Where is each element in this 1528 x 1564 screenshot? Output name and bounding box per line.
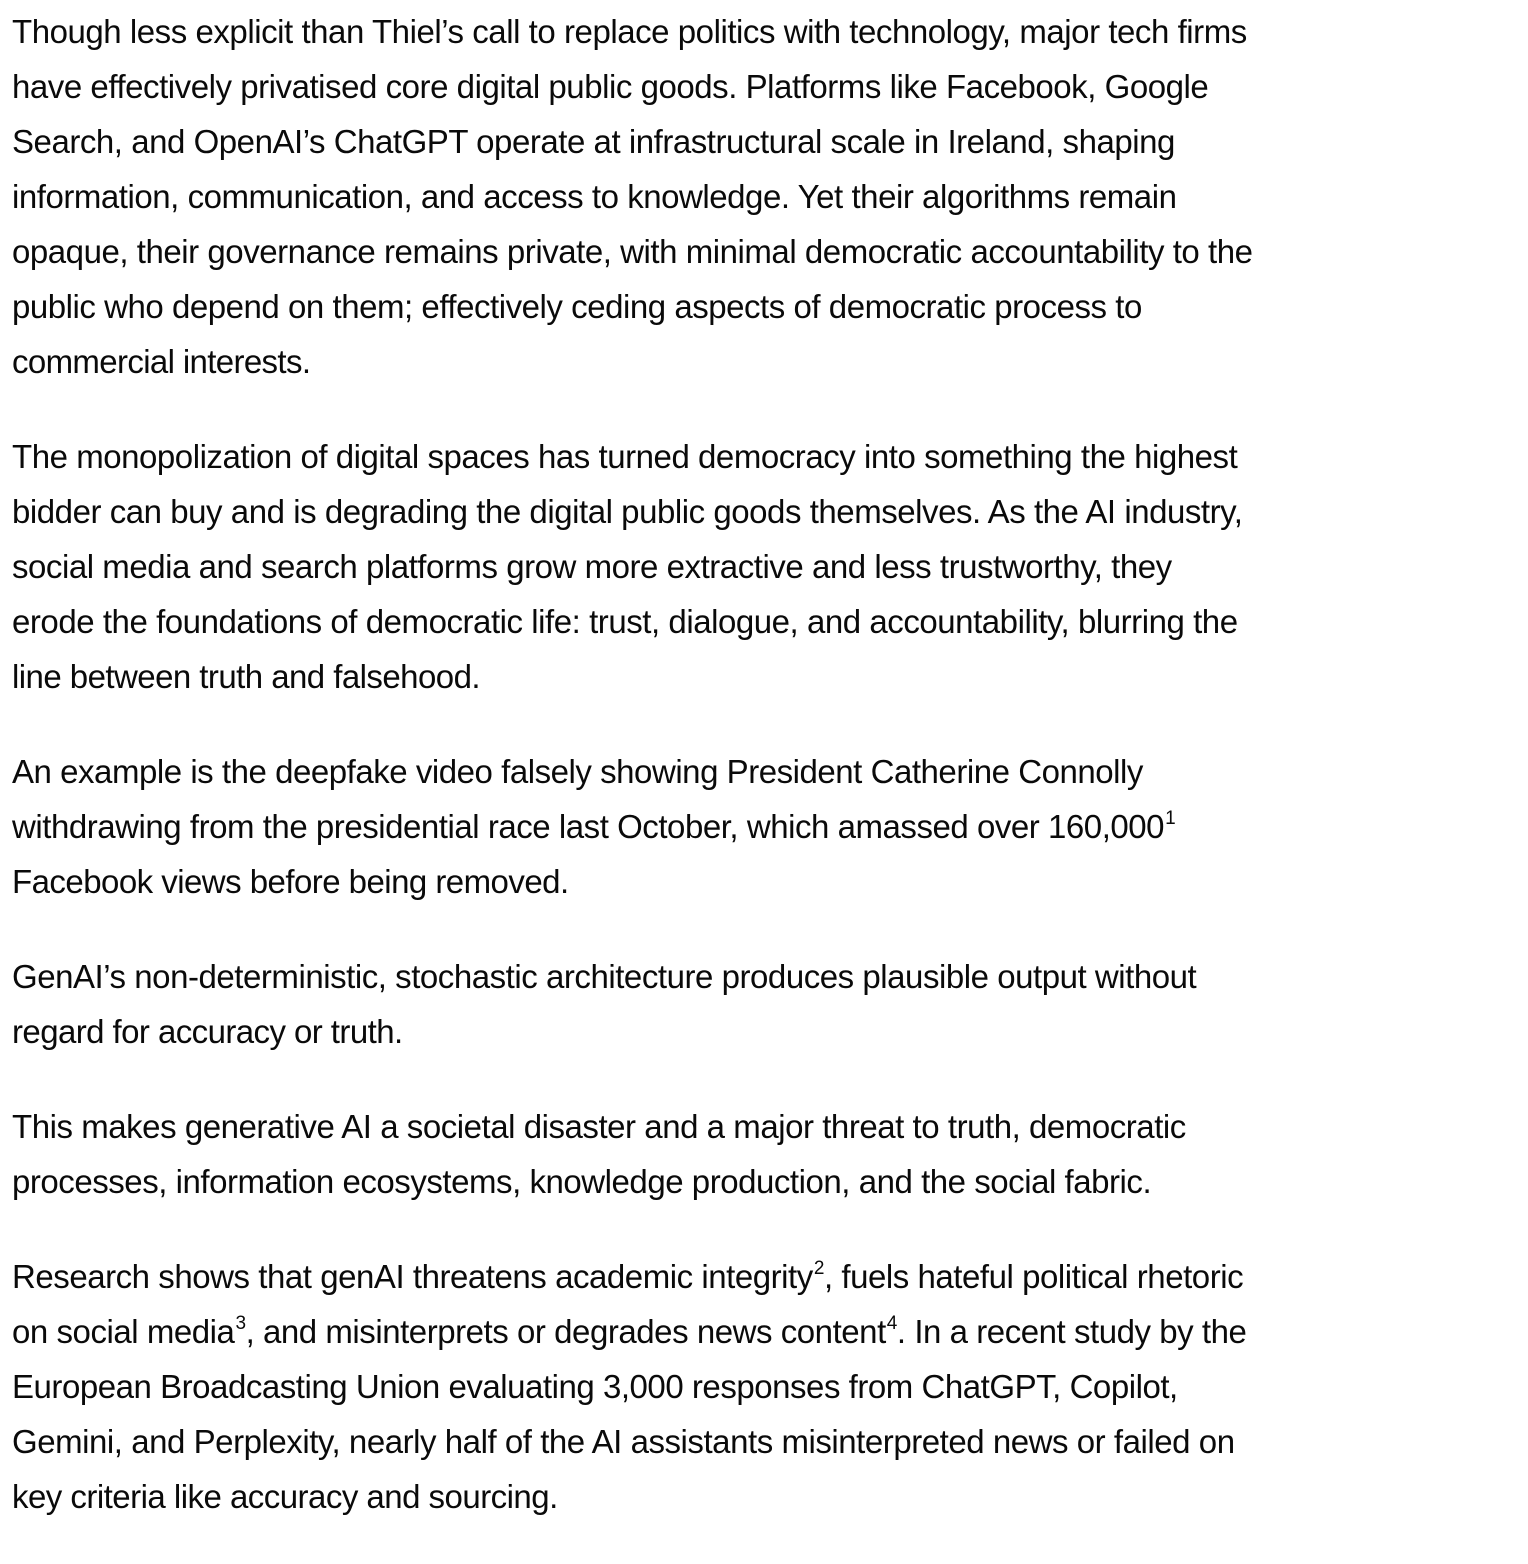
footnote-ref-1[interactable]: 1 xyxy=(1165,808,1176,829)
text-line: opaque, their governance remains private, with minimal democratic accountability to the xyxy=(12,233,1253,270)
paragraph-research xyxy=(12,1249,1522,1524)
text-line xyxy=(12,799,1522,854)
text-line: bidder can buy and is degrading the digital public goods themselves. As the AI industry, xyxy=(12,493,1243,530)
text-line: public who depend on them; effectively ceding aspects of democratic process to xyxy=(12,288,1142,325)
text-segment: Research shows that genAI threatens academic integrity xyxy=(12,1258,813,1295)
text-line: line between truth and falsehood. xyxy=(12,658,480,695)
text-line: Gemini, and Perplexity, nearly half of the AI assistants misinterpreted news or failed on xyxy=(12,1423,1235,1460)
text-line: social media and search platforms grow more extractive and less trustworthy, they xyxy=(12,548,1172,585)
text-segment: withdrawing from the presidential race last October, which amassed over 160,000 xyxy=(12,808,1165,845)
text-line: regard for accuracy or truth. xyxy=(12,1013,403,1050)
text-segment: . In a recent study by the xyxy=(896,1313,1247,1350)
footnote-ref-4[interactable]: 4 xyxy=(886,1313,897,1334)
article-body xyxy=(12,4,1522,1564)
text-line xyxy=(12,1304,1522,1359)
text-line: GenAI’s non-deterministic, stochastic architecture produces plausible output without xyxy=(12,958,1197,995)
paragraph-genai-architecture xyxy=(12,949,1522,1059)
paragraph-monopolization xyxy=(12,429,1522,704)
text-line: European Broadcasting Union evaluating 3,000 responses from ChatGPT, Copilot, xyxy=(12,1368,1178,1405)
text-line: Facebook views before being removed. xyxy=(12,863,569,900)
text-line: The monopolization of digital spaces has turned democracy into something the highest xyxy=(12,438,1238,475)
footnote-ref-2[interactable]: 2 xyxy=(813,1258,824,1279)
text-line: commercial interests. xyxy=(12,343,311,380)
text-segment: , and misinterprets or degrades news content xyxy=(245,1313,886,1350)
paragraph-tech-firms xyxy=(12,4,1522,389)
text-line xyxy=(12,1249,1522,1304)
text-line: Search, and OpenAI’s ChatGPT operate at infrastructural scale in Ireland, shaping xyxy=(12,123,1175,160)
text-line: processes, information ecosystems, knowledge production, and the social fabric. xyxy=(12,1163,1152,1200)
text-line: erode the foundations of democratic life: trust, dialogue, and accountability, blurring the xyxy=(12,603,1238,640)
text-line: This makes generative AI a societal disaster and a major threat to truth, democratic xyxy=(12,1108,1186,1145)
text-line: key criteria like accuracy and sourcing. xyxy=(12,1478,558,1515)
text-segment: on social media xyxy=(12,1313,235,1350)
text-line: information, communication, and access to knowledge. Yet their algorithms remain xyxy=(12,178,1177,215)
text-line: An example is the deepfake video falsely showing President Catherine Connolly xyxy=(12,753,1143,790)
paragraph-deepfake-example xyxy=(12,744,1522,909)
text-line: have effectively privatised core digital public goods. Platforms like Facebook, Google xyxy=(12,68,1209,105)
text-segment: , fuels hateful political rhetoric xyxy=(823,1258,1244,1295)
text-line: Though less explicit than Thiel’s call to replace politics with technology, major tech firms xyxy=(12,13,1247,50)
footnote-ref-3[interactable]: 3 xyxy=(235,1313,246,1334)
paragraph-societal-disaster xyxy=(12,1099,1522,1209)
